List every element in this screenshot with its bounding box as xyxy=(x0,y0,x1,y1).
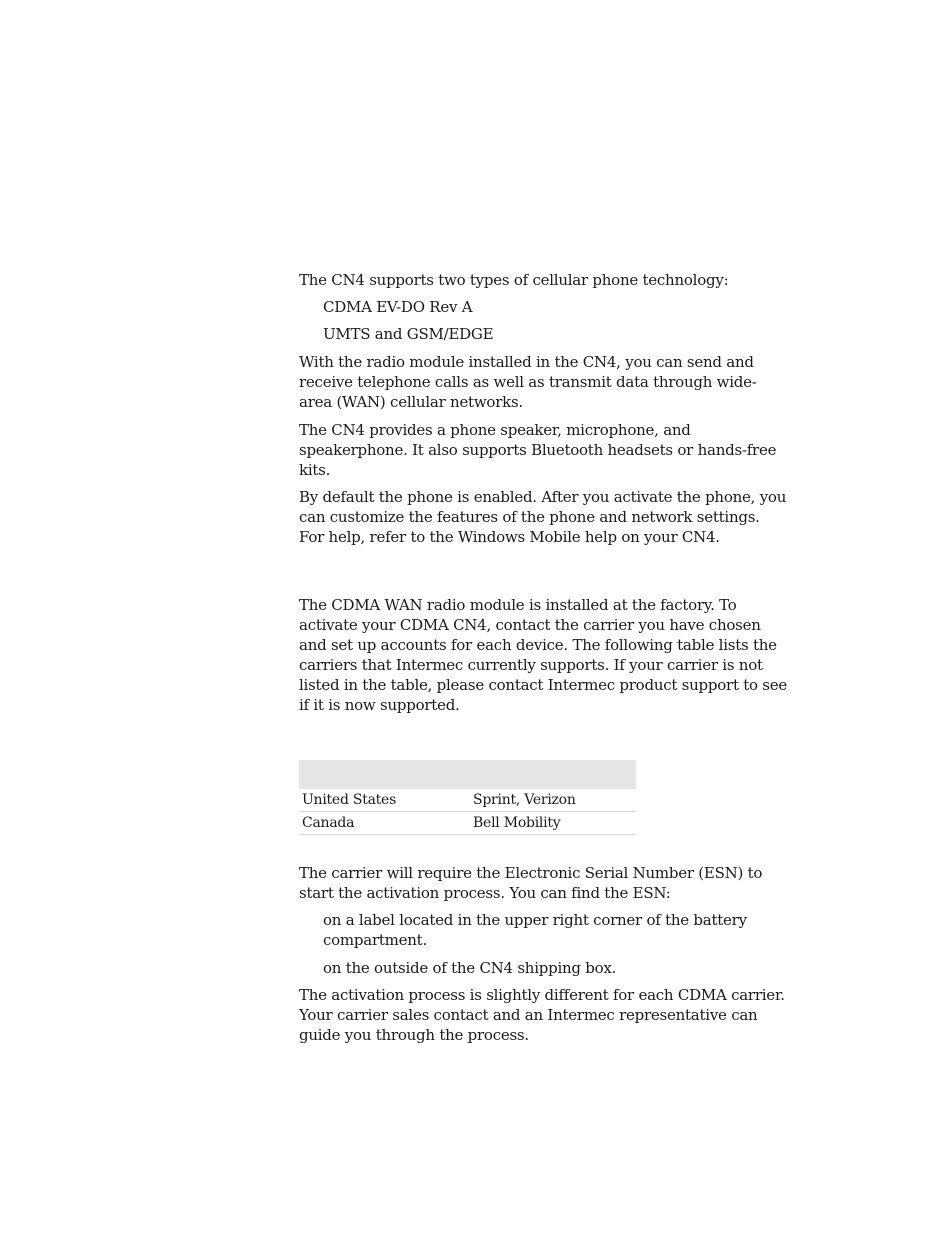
table-cell-country: Canada xyxy=(299,812,470,835)
table-row xyxy=(299,789,636,812)
technology-item-cdma: CDMA EV-DO Rev A xyxy=(323,298,473,316)
carrier-table xyxy=(299,760,636,835)
esn-lead: The carrier will require the Electronic Serial Number (ESN) to start the activation process. You can find the ESN: xyxy=(299,864,763,902)
intro-lead: The CN4 supports two types of cellular phone technology: xyxy=(299,271,729,289)
carrier-table-header-carriers xyxy=(470,760,636,789)
cdma-paragraph: The CDMA WAN radio module is installed at the factory. To activate your CDMA CN4, contact the carrier you have chosen and set up accounts for each device. The following table lists the carriers that Intermec currently supports. If your carrier is not listed in the table, please contact Intermec product support to see if it is now supported. xyxy=(299,596,788,714)
table-cell-carriers: Bell Mobility xyxy=(470,812,636,835)
intro-paragraph-radio: With the radio module installed in the CN4, you can send and receive telephone calls as well as transmit data through wide-area (WAN) cellular networks. xyxy=(299,353,757,411)
table-cell-country: United States xyxy=(299,789,470,812)
document-page xyxy=(299,270,789,1045)
esn-location-box: on the outside of the CN4 shipping box. xyxy=(323,959,617,977)
technology-item-umts: UMTS and GSM/EDGE xyxy=(323,325,494,343)
activation-closing: The activation process is slightly different for each CDMA carrier. Your carrier sales contact and an Intermec representative can guide you through the process. xyxy=(299,986,785,1044)
carrier-table-header xyxy=(299,760,636,789)
intro-paragraph-speaker: The CN4 provides a phone speaker, microphone, and speakerphone. It also supports Bluetooth headsets or hands-free kits. xyxy=(299,421,777,479)
table-row xyxy=(299,812,636,835)
intro-paragraph-default: By default the phone is enabled. After you activate the phone, you can customize the features of the phone and network settings. For help, refer to the Windows Mobile help on your CN4. xyxy=(299,488,787,546)
carrier-table-header-country xyxy=(299,760,470,789)
esn-location-battery: on a label located in the upper right corner of the battery compartment. xyxy=(323,911,747,949)
table-cell-carriers: Sprint, Verizon xyxy=(470,789,636,812)
